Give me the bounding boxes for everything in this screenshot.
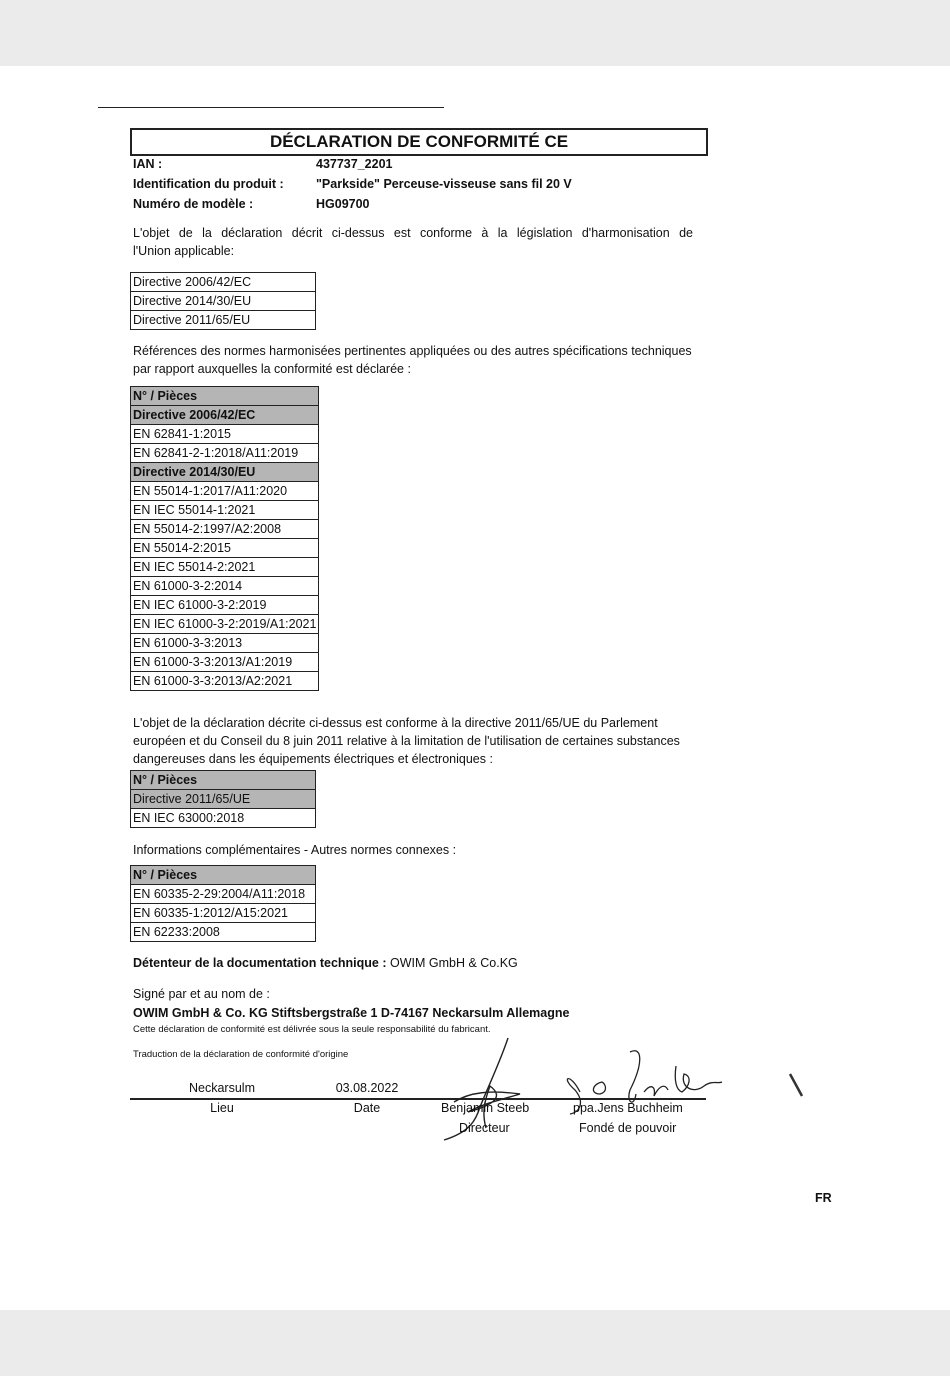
norms-row: EN 55014-2:2015	[131, 539, 319, 558]
top-rule	[98, 107, 444, 108]
para3-line2: européen et du Conseil du 8 juin 2011 relative à la limitation de l'utilisation de certaines substances	[133, 734, 680, 748]
signer1-name: Benjamin Steeb	[441, 1101, 530, 1115]
other-row: EN 62233:2008	[131, 923, 316, 942]
para1-line1: L'objet de la déclaration décrit ci-dessus est conforme à la législation d'harmonisation de	[133, 226, 693, 240]
para3-line1: L'objet de la déclaration décrite ci-dessus est conforme à la directive 2011/65/UE du Parlement	[133, 716, 658, 730]
product-label: Identification du produit :	[133, 177, 284, 191]
norms-row: Directive 2006/42/EC	[131, 406, 319, 425]
place-label: Lieu	[210, 1101, 234, 1115]
rohs-row: N° / Pièces	[131, 771, 316, 790]
signed-by: Signé par et au nom de :	[133, 987, 270, 1001]
directive-cell: Directive 2011/65/EU	[131, 311, 316, 330]
norms-row: Directive 2014/30/EU	[131, 463, 319, 482]
signer2-name: ppa.Jens Buchheim	[573, 1101, 683, 1115]
directive-cell: Directive 2006/42/EC	[131, 273, 316, 292]
norms-row: EN 61000-3-2:2014	[131, 577, 319, 596]
norms-row: EN IEC 61000-3-2:2019/A1:2021	[131, 615, 319, 634]
norms-row: EN IEC 61000-3-2:2019	[131, 596, 319, 615]
rohs-row: EN IEC 63000:2018	[131, 809, 316, 828]
norms-row: N° / Pièces	[131, 387, 319, 406]
norms-row: EN 55014-1:2017/A11:2020	[131, 482, 319, 501]
directive-cell: Directive 2014/30/EU	[131, 292, 316, 311]
signer1-role: Directeur	[459, 1121, 510, 1135]
signer2-role: Fondé de pouvoir	[579, 1121, 677, 1135]
para3-line3: dangereuses dans les équipements électriques et électroniques :	[133, 752, 493, 766]
model-value: HG09700	[316, 197, 370, 211]
para2-line1: Références des normes harmonisées pertinentes appliquées ou des autres spécifications techniques	[133, 344, 692, 358]
norms-row: EN IEC 55014-1:2021	[131, 501, 319, 520]
harmonisation-paragraph	[133, 224, 693, 260]
translation-note: Traduction de la déclaration de conformité d'origine	[133, 1049, 349, 1060]
other-row: EN 60335-1:2012/A15:2021	[131, 904, 316, 923]
pen-mark	[788, 1072, 804, 1098]
norms-row: EN IEC 55014-2:2021	[131, 558, 319, 577]
ian-value: 437737_2201	[316, 157, 393, 171]
norms-row: EN 61000-3-3:2013	[131, 634, 319, 653]
additional-info-heading: Informations complémentaires - Autres normes connexes :	[133, 843, 457, 857]
holder-value: OWIM GmbH & Co.KG	[389, 956, 518, 970]
norms-row: EN 61000-3-3:2013/A2:2021	[131, 672, 319, 691]
responsibility-note: Cette déclaration de conformité est délivrée sous la seule responsabilité du fabricant.	[133, 1024, 491, 1035]
references-paragraph	[133, 342, 713, 378]
signature-line	[130, 1098, 706, 1100]
language-code: FR	[815, 1191, 832, 1205]
rohs-row: Directive 2011/65/UE	[131, 790, 316, 809]
other-norms-table	[130, 865, 316, 942]
rohs-table	[130, 770, 316, 828]
norms-row: EN 62841-1:2015	[131, 425, 319, 444]
document-title: DÉCLARATION DE CONFORMITÉ CE	[130, 128, 708, 156]
norms-row: EN 62841-2-1:2018/A11:2019	[131, 444, 319, 463]
other-row: EN 60335-2-29:2004/A11:2018	[131, 885, 316, 904]
norms-row: EN 55014-2:1997/A2:2008	[131, 520, 319, 539]
ian-label: IAN :	[133, 157, 163, 171]
norms-row: EN 61000-3-3:2013/A1:2019	[131, 653, 319, 672]
date-label: Date	[353, 1101, 381, 1115]
place-value: Neckarsulm	[189, 1081, 255, 1095]
holder-label: Détenteur de la documentation technique :	[133, 956, 387, 970]
date-value: 03.08.2022	[335, 1081, 399, 1095]
product-value: "Parkside" Perceuse-visseuse sans fil 20 V	[316, 177, 572, 191]
rohs-paragraph	[133, 714, 713, 768]
document-page	[0, 66, 950, 1310]
holder-line	[133, 956, 518, 970]
para2-line2: par rapport auxquelles la conformité est déclarée :	[133, 362, 411, 376]
model-label: Numéro de modèle :	[133, 197, 254, 211]
other-row: N° / Pièces	[131, 866, 316, 885]
directives-table	[130, 272, 316, 330]
norms-table	[130, 386, 319, 691]
para1-line2: l'Union applicable:	[133, 244, 235, 258]
company-address: OWIM GmbH & Co. KG Stiftsbergstraße 1 D-74167 Neckarsulm Allemagne	[133, 1006, 570, 1020]
